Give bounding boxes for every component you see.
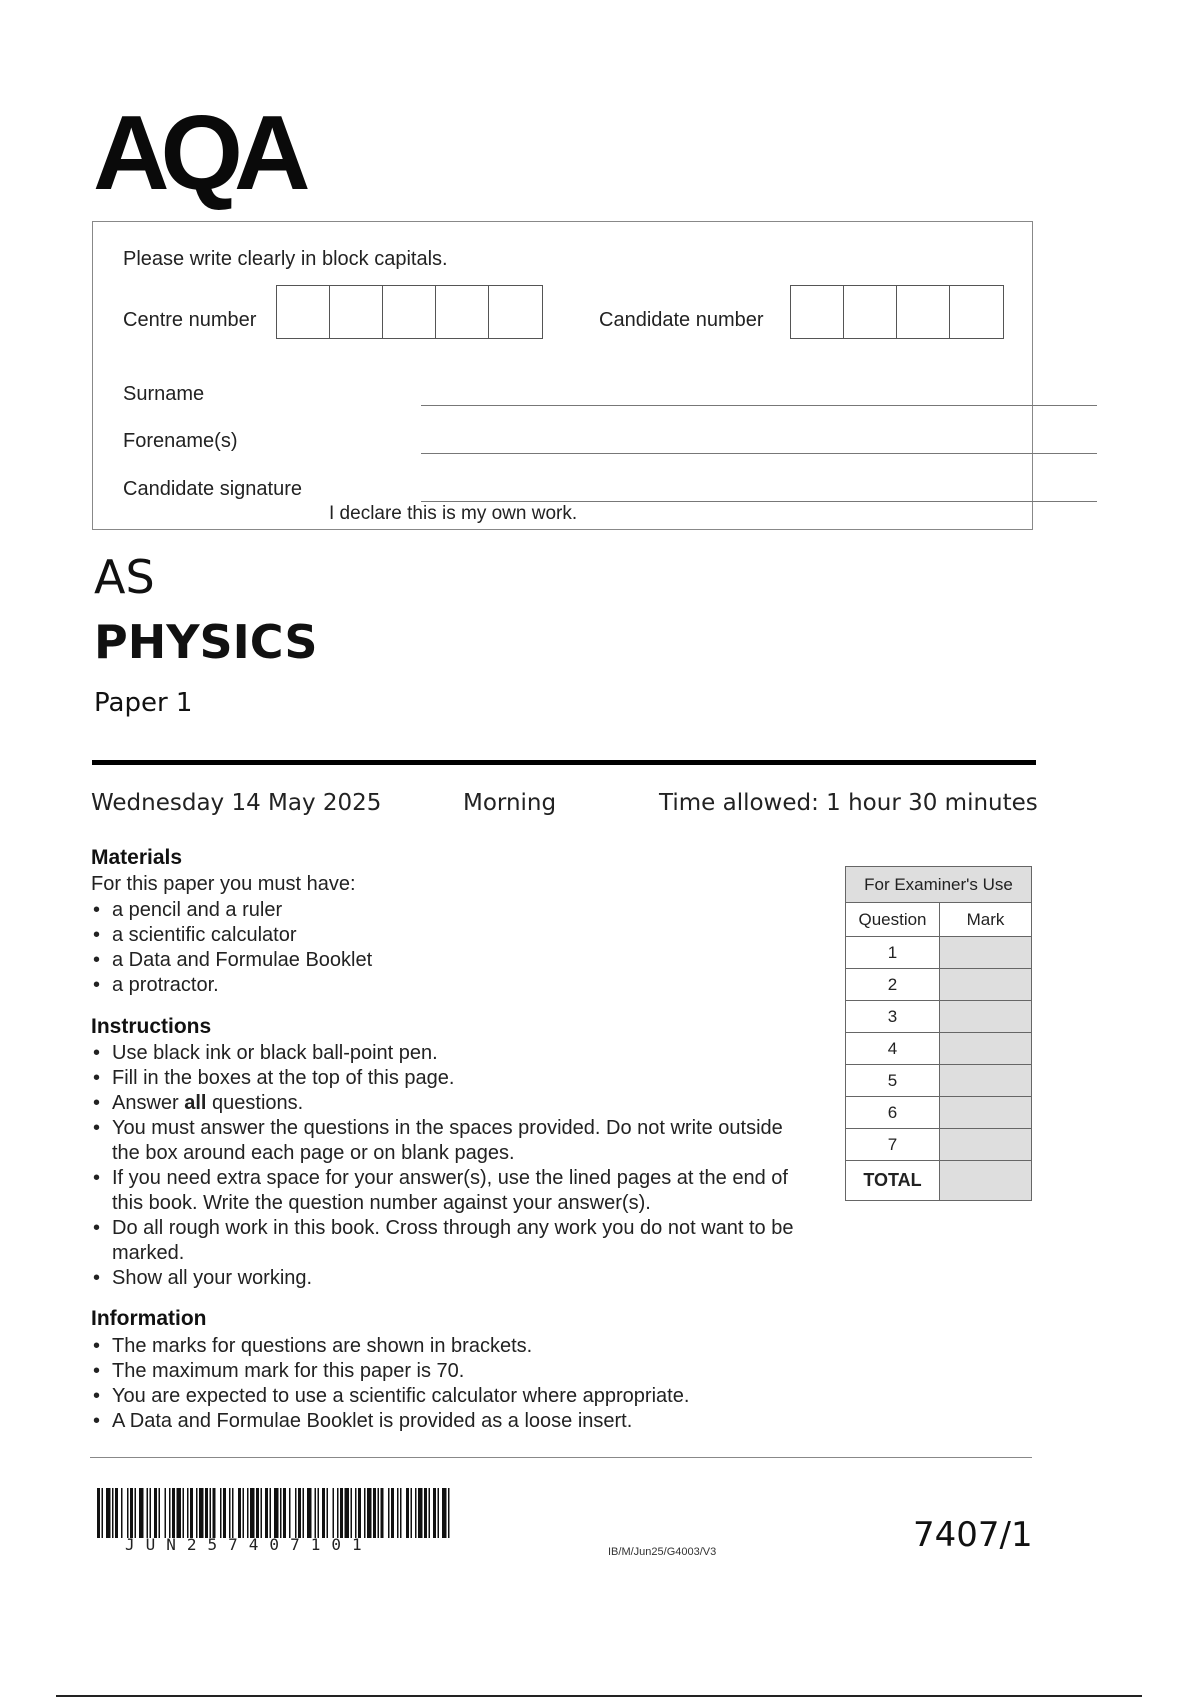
question-number: 3: [846, 1001, 940, 1033]
candidate-number-digit-box[interactable]: [950, 286, 1003, 338]
centre-number-digit-box[interactable]: [330, 286, 383, 338]
candidate-number-digit-box[interactable]: [791, 286, 844, 338]
qualification-level: AS: [94, 550, 155, 604]
question-number: 1: [846, 937, 940, 969]
surname-line[interactable]: [421, 405, 1097, 406]
candidate-number-digit-box[interactable]: [897, 286, 950, 338]
list-item: • You are expected to use a scientific calculator where appropriate.: [91, 1384, 831, 1409]
materials-intro: For this paper you must have:: [91, 873, 356, 895]
information-list: [91, 1334, 831, 1434]
forenames-line[interactable]: [421, 453, 1097, 454]
paper-title: Paper 1: [94, 688, 193, 718]
mark-cell: [940, 1097, 1032, 1129]
block-capitals-instruction: Please write clearly in block capitals.: [123, 248, 448, 270]
centre-number-label: Centre number: [123, 309, 257, 331]
list-item-text: Answer: [112, 1092, 185, 1114]
list-item: • If you need extra space for your answer(s), use the lined pages at the end of this book. Write the question number against your answer(s).: [91, 1166, 811, 1216]
mark-column-header: Mark: [940, 903, 1032, 937]
list-item: • Show all your working.: [91, 1266, 811, 1291]
mark-cell: [940, 1065, 1032, 1097]
footer-rule: [90, 1457, 1032, 1458]
mark-cell: [940, 1129, 1032, 1161]
question-number: 2: [846, 969, 940, 1001]
instructions-heading: Instructions: [91, 1015, 212, 1038]
candidate-number-boxes[interactable]: [790, 285, 1004, 339]
total-label: TOTAL: [846, 1161, 940, 1201]
mark-cell: [940, 969, 1032, 1001]
forenames-label: Forename(s): [123, 430, 238, 452]
candidate-number-label: Candidate number: [599, 309, 764, 331]
subject-title: PHYSICS: [94, 615, 318, 669]
aqa-logo: AQA: [93, 94, 302, 212]
list-item: • a protractor.: [91, 973, 831, 998]
mark-cell: [940, 1033, 1032, 1065]
table-row: [846, 1097, 1032, 1129]
list-item: • The marks for questions are shown in brackets.: [91, 1334, 831, 1359]
list-item: [91, 1091, 811, 1116]
table-row: [846, 1065, 1032, 1097]
signature-line[interactable]: [421, 501, 1097, 502]
exam-date: Wednesday 14 May 2025: [91, 790, 382, 816]
list-item: • Do all rough work in this book. Cross through any work you do not want to be marked.: [91, 1216, 811, 1266]
mark-cell: [940, 1001, 1032, 1033]
signature-label: Candidate signature: [123, 478, 303, 500]
list-item: • a pencil and a ruler: [91, 898, 831, 923]
surname-label: Surname: [123, 383, 205, 405]
question-column-header: Question: [846, 903, 940, 937]
materials-list: [91, 898, 831, 998]
question-number: 6: [846, 1097, 940, 1129]
total-row: [846, 1161, 1032, 1201]
header-rule: [92, 760, 1036, 765]
table-row: [846, 937, 1032, 969]
list-item: • Use black ink or black ball-point pen.: [91, 1041, 811, 1066]
centre-number-boxes[interactable]: [276, 285, 543, 339]
exam-session: Morning: [463, 790, 557, 816]
table-row: [846, 969, 1032, 1001]
mark-cell: [940, 937, 1032, 969]
question-number: 5: [846, 1065, 940, 1097]
centre-number-digit-box[interactable]: [277, 286, 330, 338]
materials-heading: Materials: [91, 846, 183, 869]
candidate-number-digit-box[interactable]: [844, 286, 897, 338]
document-reference: IB/M/Jun25/G4003/V3: [608, 1546, 717, 1558]
list-item-text: questions.: [206, 1092, 304, 1114]
time-allowed: Time allowed: 1 hour 30 minutes: [659, 790, 1038, 816]
centre-number-digit-box[interactable]: [489, 286, 542, 338]
paper-code: 7407/1: [913, 1515, 1033, 1555]
list-item-emphasis: all: [184, 1092, 207, 1114]
examiners-use-table: [845, 866, 1032, 1201]
candidate-details-box: [92, 221, 1033, 530]
list-item: • A Data and Formulae Booklet is provided as a loose insert.: [91, 1409, 831, 1434]
list-item: • a scientific calculator: [91, 923, 831, 948]
declaration-text: I declare this is my own work.: [329, 503, 578, 524]
question-number: 7: [846, 1129, 940, 1161]
information-heading: Information: [91, 1307, 207, 1330]
barcode-text: JUN257407101: [125, 1535, 373, 1554]
table-row: [846, 1033, 1032, 1065]
centre-number-digit-box[interactable]: [436, 286, 489, 338]
centre-number-digit-box[interactable]: [383, 286, 436, 338]
list-item: • You must answer the questions in the spaces provided. Do not write outside the box around each page or on blank pages.: [91, 1116, 811, 1166]
total-mark-cell: [940, 1161, 1032, 1201]
barcode-image: [97, 1488, 451, 1538]
examiners-use-title: For Examiner's Use: [846, 867, 1032, 903]
table-row: [846, 1001, 1032, 1033]
list-item: • Fill in the boxes at the top of this page.: [91, 1066, 811, 1091]
list-item: • a Data and Formulae Booklet: [91, 948, 831, 973]
instructions-list: [91, 1041, 811, 1291]
page-bottom-rule: [56, 1695, 1142, 1697]
list-item: • The maximum mark for this paper is 70.: [91, 1359, 831, 1384]
question-number: 4: [846, 1033, 940, 1065]
table-row: [846, 1129, 1032, 1161]
